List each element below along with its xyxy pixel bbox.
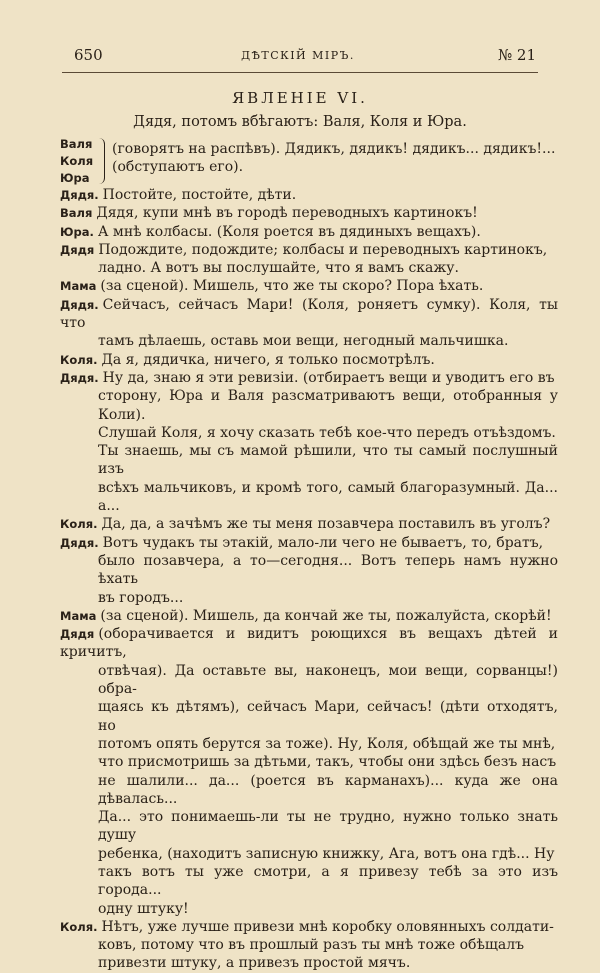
dialogue-line xyxy=(60,753,558,771)
dialogue-text: щаясь къ дѣтямъ), сейчасъ Мари, сейчасъ! (дѣти отходятъ, но xyxy=(98,699,558,734)
dialogue-text: Нѣтъ, уже лучше привези мнѣ коробку оловянныхъ солдати- xyxy=(101,918,554,935)
dialogue-text: Да, да, а зачѣмъ же ты меня позавчера поставилъ въ уголъ? xyxy=(101,516,551,533)
speaker-name: Мама xyxy=(60,608,97,623)
brace xyxy=(98,138,105,184)
speaker-name: Юра xyxy=(60,171,90,185)
dialogue-text: ладно. А вотъ вы послушайте, что я вамъ скажу. xyxy=(98,260,459,277)
play-text xyxy=(60,136,558,973)
dialogue-text: потомъ опять берутся за тоже). Ну, Коля, обѣщай же ты мнѣ, xyxy=(98,735,556,752)
dialogue-line xyxy=(60,186,558,204)
dialogue-text: было позавчера, а то—сегодня... Вотъ теперь намъ нужно ѣхать xyxy=(98,552,558,588)
speaker-name: Мама xyxy=(60,279,97,294)
speaker-name: Юра. xyxy=(60,224,94,239)
dialogue-text: ковъ, потому что въ прошлый разъ ты мнѣ тоже обѣщалъ xyxy=(98,937,525,954)
page-number: 650 xyxy=(74,46,103,64)
dialogue-text: не шалили... да... (роется въ карманахъ)... куда же она дѣвалась... xyxy=(98,772,558,807)
group-speech-text xyxy=(112,140,558,177)
dialogue-line xyxy=(60,332,558,350)
journal-title: ДѢТСКІЙ МІРЪ. xyxy=(241,49,355,62)
group-speech xyxy=(60,136,558,186)
speaker-name: Дядя. xyxy=(60,370,99,385)
header-rule xyxy=(62,72,538,73)
dialogue-text: Постойте, постойте, дѣти. xyxy=(102,187,297,203)
speech-line: (обступаютъ его). xyxy=(112,159,244,176)
speaker-name: Валя xyxy=(60,137,93,151)
dialogue-line xyxy=(60,863,558,900)
dialogue-line xyxy=(60,424,558,442)
dialogue-lines xyxy=(60,186,558,973)
dialogue-line xyxy=(60,900,558,918)
dialogue-line xyxy=(60,918,558,936)
dialogue-line xyxy=(60,534,558,552)
scene-title: ЯВЛЕНІЕ VI. xyxy=(232,89,368,107)
dialogue-text: (за сценой). Мишель, да кончай же ты, пожалуйста, скорѣй! xyxy=(100,607,552,624)
dialogue-line xyxy=(60,204,558,222)
scene-cast: Дядя, потомъ вбѣгаютъ: Валя, Коля и Юра. xyxy=(133,114,467,130)
dialogue-line xyxy=(60,296,558,333)
dialogue-line xyxy=(60,845,558,863)
speaker-name: Дядя. xyxy=(60,535,99,550)
dialogue-line xyxy=(60,607,558,625)
dialogue-text: всѣхъ мальчиковъ, и кромѣ того, самый благоразумный. Да... а... xyxy=(98,479,558,515)
speaker-name: Валя xyxy=(60,206,93,221)
dialogue-line xyxy=(60,277,558,295)
dialogue-line xyxy=(60,735,558,753)
dialogue-line xyxy=(60,515,558,533)
dialogue-line xyxy=(60,625,558,662)
speech-line: (говорятъ на распѣвъ). Дядикъ, дядикъ! дядикъ... дядикъ!... xyxy=(112,141,556,157)
dialogue-line xyxy=(60,223,558,241)
dialogue-line xyxy=(60,936,558,954)
speaker-name: Дядя xyxy=(60,627,95,642)
dialogue-text: тамъ дѣлаешь, оставь мои вещи, негодный мальчишка. xyxy=(98,333,509,350)
dialogue-line xyxy=(60,259,558,277)
dialogue-text: Сейчасъ, сейчасъ Мари! (Коля, роняетъ сумку). Коля, ты что xyxy=(60,296,558,332)
dialogue-text: Дядя, купи мнѣ въ городѣ переводныхъ картинокъ! xyxy=(96,205,478,222)
speaker-name: Коля. xyxy=(60,517,98,532)
dialogue-text: отвѣчая). Да оставьте вы, наконецъ, мои вещи, сорванцы!) обра- xyxy=(98,662,558,698)
dialogue-text: А мнѣ колбасы. (Коля роется въ дядиныхъ вещахъ). xyxy=(97,223,481,240)
dialogue-text: Ты знаешь, мы съ мамой рѣшили, что ты самый послушный изъ xyxy=(98,443,558,478)
dialogue-text: что присмотришь за дѣтьми, такъ, чтобы они здѣсь безъ насъ xyxy=(98,754,557,771)
dialogue-line xyxy=(60,369,558,387)
dialogue-line xyxy=(60,954,558,972)
issue-number: № 21 xyxy=(497,46,536,64)
speaker-name: Дядя xyxy=(60,242,95,257)
dialogue-line xyxy=(60,241,558,259)
speaker-name: Дядя. xyxy=(60,297,99,312)
page-header xyxy=(60,46,536,72)
dialogue-line xyxy=(60,387,558,424)
dialogue-text: Подождите, подождите; колбасы и переводныхъ картинокъ, xyxy=(98,241,548,258)
dialogue-text: (оборачивается и видитъ роющихся въ вещахъ дѣтей и кричитъ, xyxy=(60,626,558,661)
dialogue-line xyxy=(60,442,558,479)
dialogue-text: такъ вотъ ты уже смотри, а я привезу тебѣ за это изъ города... xyxy=(98,863,558,899)
dialogue-text: Ну да, знаю я эти ревизіи. (отбираетъ вещи и уводитъ его въ xyxy=(102,369,555,386)
dialogue-line xyxy=(60,589,558,607)
dialogue-line xyxy=(60,808,558,845)
speaker-name: Коля xyxy=(60,154,94,168)
dialogue-line xyxy=(60,479,558,516)
dialogue-text: сторону, Юра и Валя разсматриваютъ вещи, отобранныя у Коли). xyxy=(98,388,558,423)
dialogue-line xyxy=(60,698,558,735)
dialogue-line xyxy=(60,772,558,809)
dialogue-line xyxy=(60,662,558,699)
dialogue-text: Да я, дядичка, ничего, я только посмотрѣлъ. xyxy=(101,351,435,368)
dialogue-text: ребенка, (находитъ записную книжку, Ага, вотъ она гдѣ... Ну xyxy=(98,845,555,862)
group-speakers xyxy=(60,136,98,187)
dialogue-text: Да... это понимаешь-ли ты не трудно, нужно только знать душу xyxy=(98,809,558,844)
speaker-name: Коля. xyxy=(60,919,98,934)
dialogue-text: привезти штуку, а привезъ простой мячъ. xyxy=(98,955,411,972)
dialogue-line xyxy=(60,351,558,369)
speaker-name: Дядя. xyxy=(60,188,99,202)
dialogue-text: Вотъ чудакъ ты этакій, мало-ли чего не бываетъ, то, братъ, xyxy=(102,534,544,551)
speaker-name: Коля. xyxy=(60,352,98,367)
dialogue-text: Слушай Коля, я хочу сказать тебѣ кое-что передъ отъѣздомъ. xyxy=(98,424,556,441)
dialogue-text: одну штуку! xyxy=(98,900,189,917)
dialogue-text: въ городъ... xyxy=(98,589,184,606)
dialogue-line xyxy=(60,552,558,589)
dialogue-text: (за сценой). Мишель, что же ты скоро? Пора ѣхать. xyxy=(100,278,484,295)
